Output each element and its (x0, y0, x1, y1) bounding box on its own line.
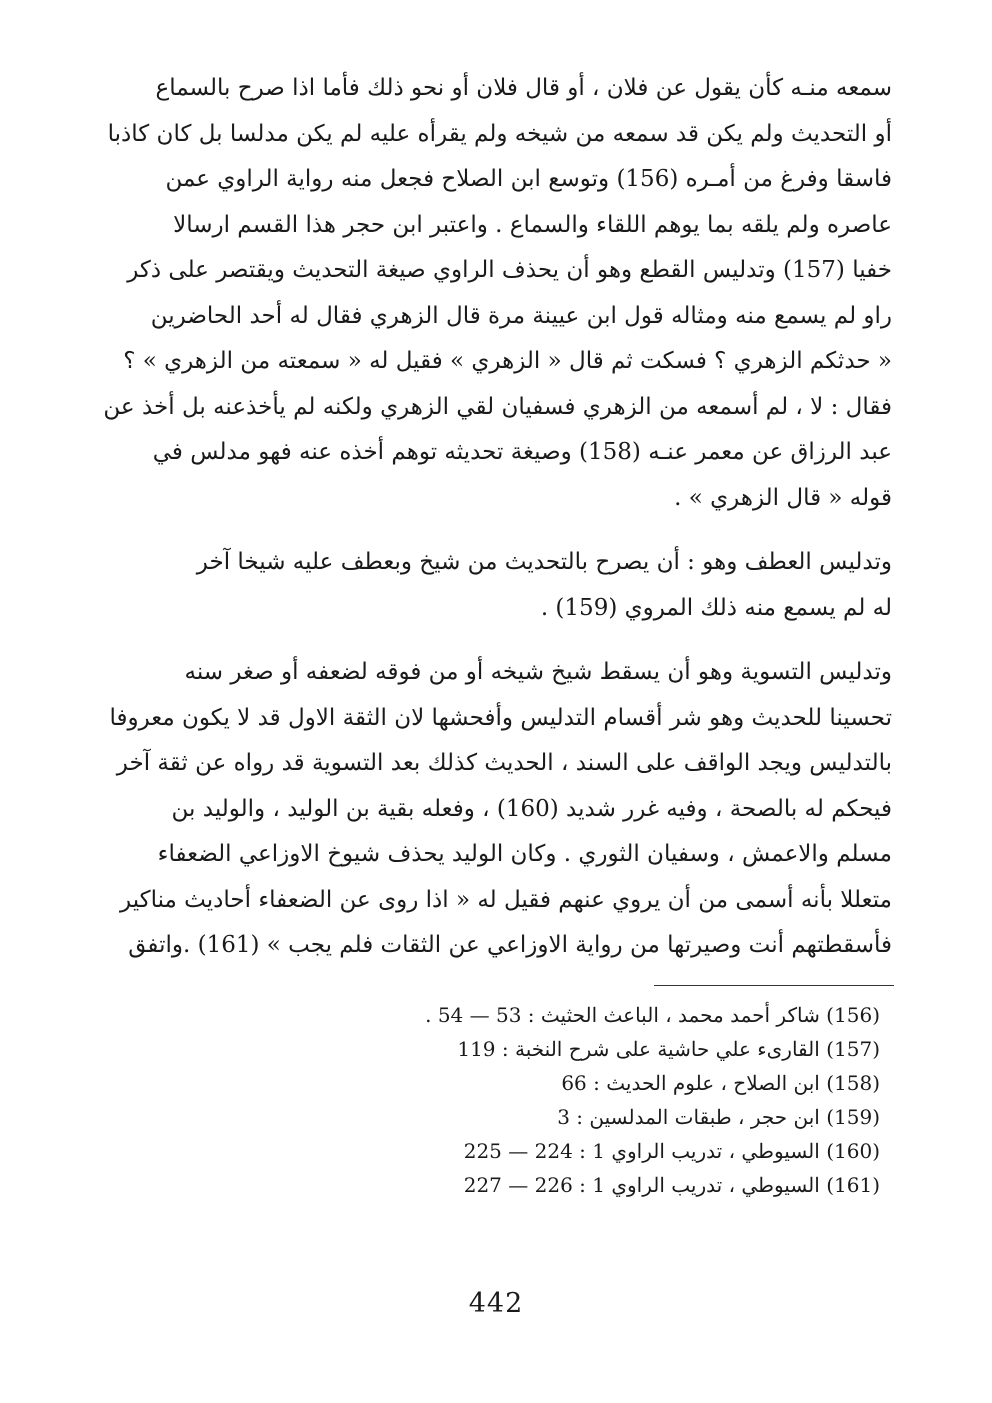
text-line: عاصره ولم يلقه بما يوهم اللقاء والسماع . واعتبر ابن حجر هذا القسم ارسالا (173, 211, 892, 238)
text-line: متعللا بأنه أسمى من أن يروي عنهم فقيل له « اذا روى عن الضعفاء أحاديث مناكير (120, 886, 892, 913)
text-line: أو التحديث ولم يكن قد سمعه من شيخه ولم يقرأه عليه لم يكن مدلسا بل كان كاذبا (107, 120, 892, 147)
text-line: بالتدليس ويجد الواقف على السند ، الحديث كذلك بعد التسوية قد رواه عن ثقة آخر (116, 750, 892, 776)
footnote-161: (161) السيوطي ، تدريب الراوي 1 : 226 — 227 (463, 1173, 880, 1197)
footnotes (300, 998, 880, 1202)
paragraph-2 (150, 540, 892, 631)
page-number: 442 (468, 1288, 524, 1319)
footnote-separator (654, 985, 894, 986)
footnote-159: (159) ابن حجر ، طبقات المدلسين : 3 (557, 1105, 880, 1129)
footnote-158: (158) ابن الصلاح ، علوم الحديث : 66 (561, 1071, 880, 1095)
text-line: سمعه منـه كأن يقول عن فلان ، أو قال فلان أو نحو ذلك فأما اذا صرح بالسماع (155, 75, 892, 101)
text-line: فيحكم له بالصحة ، وفيه غرر شديد (160) ، وفعله بقية بن الوليد ، والوليد بن (171, 795, 892, 822)
text-line: فاسقا وفرغ من أمـره (156) وتوسع ابن الصلاح فجعل منه رواية الراوي عمن (165, 166, 892, 192)
text-line: تحسينا للحديث وهو شر أقسام التدليس وأفحشها لان الثقة الاول قد لا يكون معروفا (109, 704, 892, 731)
text-line: وتدليس العطف وهو : أن يصرح بالتحديث من شيخ وبعطف عليه شيخا آخر (196, 549, 892, 575)
text-line: وتدليس التسوية وهو أن يسقط شيخ شيخه أو من فوقه لضعفه أو صغر سنه (184, 659, 892, 685)
footnote-156: (156) شاكر أحمد محمد ، الباعث الحثيث : 53 — 54 . (425, 1003, 880, 1027)
text-line: له لم يسمع منه ذلك المروي (159) . (540, 594, 892, 621)
footnote-157: (157) القارىء علي حاشية على شرح النخبة : 119 (457, 1037, 880, 1061)
footnote-160: (160) السيوطي ، تدريب الراوي 1 : 224 — 225 (463, 1139, 880, 1163)
body-text (103, 66, 892, 969)
paragraph-1 (103, 66, 892, 521)
text-line: قوله « قال الزهري » . (674, 484, 892, 511)
text-line: راو لم يسمع منه ومثاله قول ابن عيينة مرة قال الزهري فقال له أحد الحاضرين (150, 302, 892, 329)
text-line: فقال : لا ، لم أسمعه من الزهري فسفيان لقي الزهري ولكنه لم يأخذعنه بل أخذ عن (103, 393, 892, 420)
text-line: فأسقطتهم أنت وصيرتها من رواية الاوزاعي عن الثقات فلم يجب » (161) .واتفق (128, 932, 892, 958)
text-line: مسلم والاعمش ، وسفيان الثوري . وكان الوليد يحذف شيوخ الاوزاعي الضعفاء (157, 841, 892, 867)
text-line: خفيا (157) وتدليس القطع وهو أن يحذف الراوي صيغة التحديث ويقتصر على ذكر (127, 257, 892, 283)
paragraph-3 (109, 650, 892, 969)
text-line: « حدثكم الزهري ؟ فسكت ثم قال « الزهري » فقيل له « سمعته من الزهري » ؟ (123, 348, 892, 374)
text-line: عبد الرزاق عن معمر عنـه (158) وصيغة تحديثه توهم أخذه عنه فهو مدلس في (152, 439, 892, 465)
